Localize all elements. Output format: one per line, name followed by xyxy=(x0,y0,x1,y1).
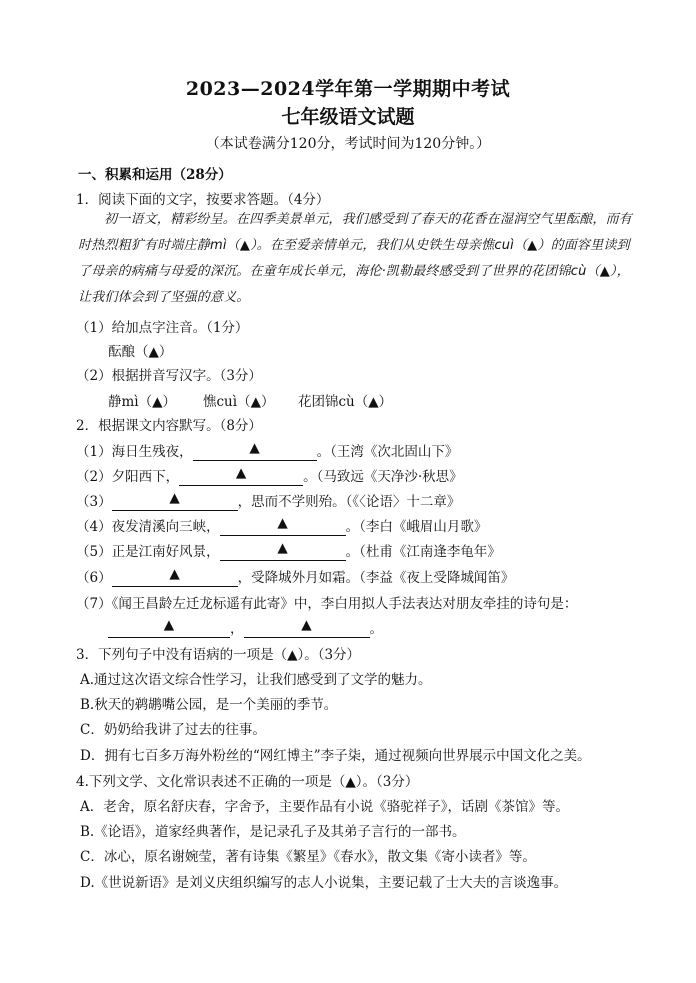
section-heading: 一、积累和运用（28分） xyxy=(78,167,232,183)
q4-stem: 4.下列文学、文化常识表述不正确的一项是（▲）。（3分） xyxy=(76,774,419,790)
q2-item xyxy=(76,515,487,536)
exam-title: 2023—2024学年第一学期期中考试 xyxy=(185,78,511,100)
q2-item-suffix: 。（李白《峨眉山月歌》 xyxy=(345,519,488,535)
answer-blank[interactable] xyxy=(112,490,238,511)
q2-stem: 2．根据课文内容默写。（8分） xyxy=(76,418,262,434)
q3-option-a[interactable]: A.通过这次语文综合性学习，让我们感受到了文学的魅力。 xyxy=(80,672,432,688)
q1-sub2: （2）根据拼音写汉字。（3分） xyxy=(76,368,262,384)
separator: ， xyxy=(230,621,244,637)
exam-note: （本试卷满分120分，考试时间为120分钟。） xyxy=(205,136,491,152)
q2-item xyxy=(76,490,460,511)
q2-item-prefix: （2）夕阳西下， xyxy=(76,469,180,485)
q4-option-a[interactable]: A．老舍，原名舒庆春，字舍予，主要作品有小说《骆驼祥子》，话剧《茶馆》等。 xyxy=(80,799,569,815)
q1-sub1: （1）给加点字注音。（1分） xyxy=(76,320,249,336)
q3-stem: 3．下列句子中没有语病的一项是（▲）。（3分） xyxy=(76,647,361,663)
q2-item xyxy=(76,465,463,486)
q2-item xyxy=(76,566,514,587)
blank-mark: ▲ xyxy=(301,617,312,633)
q1-sub2-b: 憔cuì（▲） xyxy=(203,394,275,410)
q1-sub2-c: 花团锦cù（▲） xyxy=(298,394,393,410)
blank-mark: ▲ xyxy=(249,440,260,456)
answer-blank[interactable] xyxy=(108,617,230,638)
exam-subtitle: 七年级语文试题 xyxy=(281,106,415,128)
q3-option-b[interactable]: B.秋天的鹈鹕嘴公园，是一个美丽的季节。 xyxy=(80,697,338,713)
q1-sub1-item: 酝酿（▲） xyxy=(108,344,173,360)
q2-item-prefix: （3） xyxy=(76,494,112,510)
q2-item-suffix: ，受降城外月如霜。（李益《夜上受降城闻笛》 xyxy=(237,570,515,586)
q2-item xyxy=(76,540,501,561)
q4-option-d[interactable]: D.《世说新语》是刘义庆组织编写的志人小说集，主要记载了士大夫的言谈逸事。 xyxy=(80,875,568,891)
blank-mark: ▲ xyxy=(169,566,180,582)
q2-item-prefix: （6） xyxy=(76,570,112,586)
answer-blank[interactable] xyxy=(220,540,346,561)
q1-stem: 1．阅读下面的文字，按要求答题。（4分） xyxy=(76,192,330,208)
q3-option-d[interactable]: D．拥有七百多万海外粉丝的“网红博主”李子柒，通过视频向世界展示中国文化之美。 xyxy=(80,748,591,764)
q2-item-suffix: 。（王湾《次北固山下》 xyxy=(316,444,459,460)
q2-item-prefix: （4）夜发清溪向三峡， xyxy=(76,519,220,535)
q2-item-suffix: 。（马致远《天净沙·秋思》 xyxy=(303,469,463,485)
q3-option-c[interactable]: C．奶奶给我讲了过去的往事。 xyxy=(80,722,266,738)
q2-item-prefix: （5）正是江南好风景， xyxy=(76,544,220,560)
answer-blank[interactable] xyxy=(193,440,317,461)
q2-item xyxy=(76,440,458,461)
terminator: 。 xyxy=(369,621,383,637)
q1-sub2-a: 静mì（▲） xyxy=(108,394,177,410)
answer-blank[interactable] xyxy=(112,566,238,587)
blank-mark: ▲ xyxy=(169,490,180,506)
answer-blank[interactable] xyxy=(244,617,370,638)
q2-item7: （7）《闻王昌龄左迁龙标遥有此寄》中，李白用拟人手法表达对朋友牵挂的诗句是： xyxy=(76,596,578,612)
answer-blank[interactable] xyxy=(179,465,303,486)
answer-blank[interactable] xyxy=(220,515,346,536)
blank-mark: ▲ xyxy=(277,540,288,556)
q2-item-prefix: （1）海日生残夜， xyxy=(76,444,193,460)
blank-mark: ▲ xyxy=(163,617,175,633)
q4-option-c[interactable]: C．冰心，原名谢婉莹，著有诗集《繁星》《春水》，散文集《寄小读者》等。 xyxy=(80,849,536,865)
q4-option-b[interactable]: B.《论语》，道家经典著作，是记录孔子及其弟子言行的一部书。 xyxy=(80,824,466,840)
q2-item7-answer xyxy=(108,617,383,638)
q1-passage: 初一语文，精彩纷呈。在四季美景单元，我们感受到了春天的花香在湿润空气里酝酿，而有时热烈粗犷有时端庄静mì（▲）。在至爱亲情单元，我们从史铁生母亲憔cuì（▲）的面容里读到了母亲的病痛与母爱的深沉。在童年成长单元，海伦·凯勒最终感受到了世界的花团锦cù（▲），让我们体会到了坚强的意义。 xyxy=(78,212,633,305)
q2-item-suffix: ，思而不学则殆。（《〈论语〉十二章》 xyxy=(237,494,461,510)
blank-mark: ▲ xyxy=(277,515,288,531)
q2-item-suffix: 。（杜甫《江南逢李龟年》 xyxy=(345,544,501,560)
blank-mark: ▲ xyxy=(235,465,247,481)
